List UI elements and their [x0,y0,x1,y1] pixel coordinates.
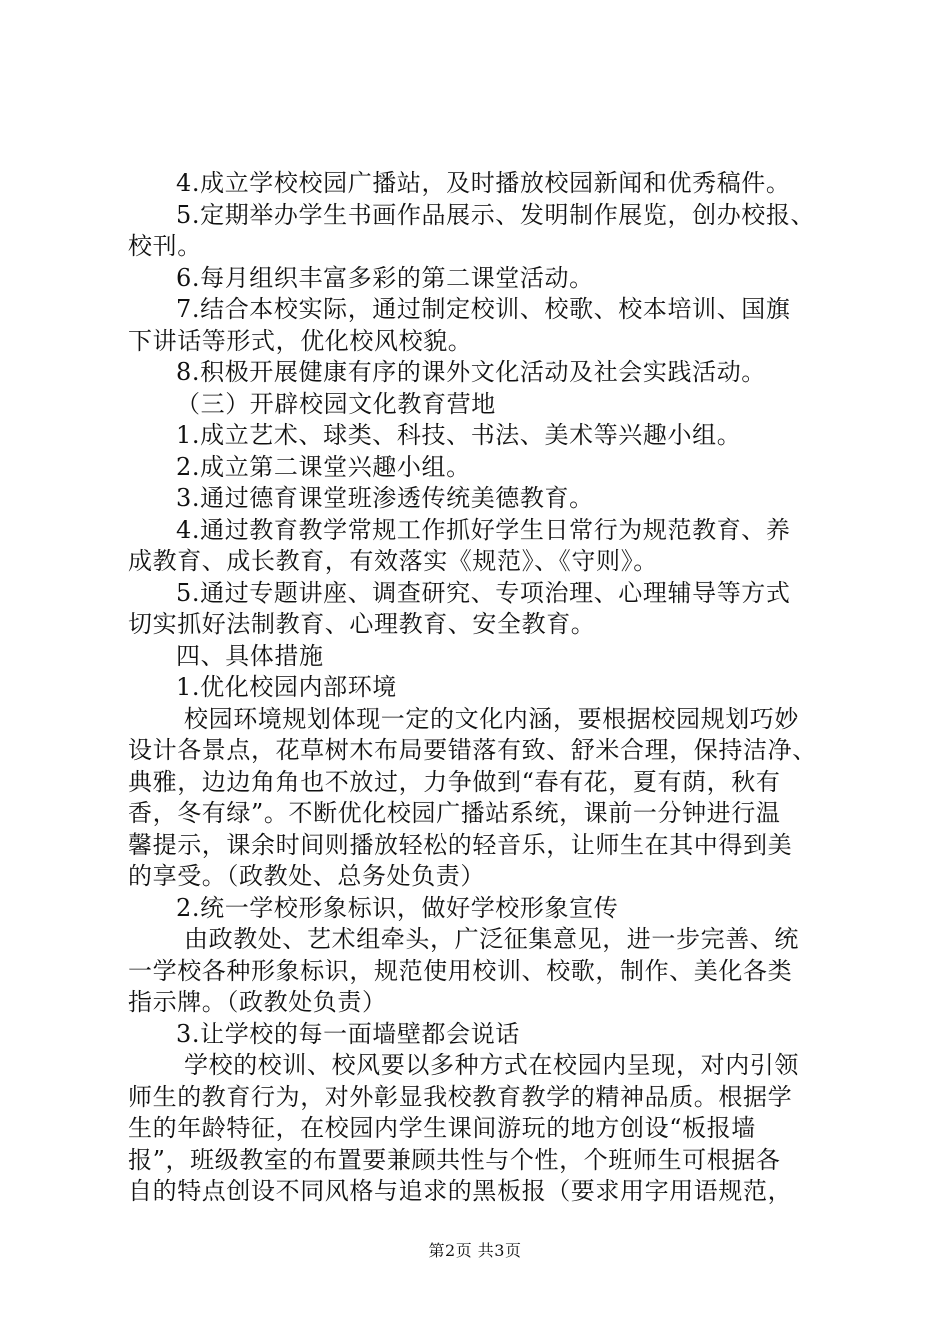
text-line: 一学校各种形象标识，规范使用校训、校歌，制作、美化各类 [128,956,793,985]
text-line: 4.成立学校校园广播站，及时播放校园新闻和优秀稿件。 [176,169,791,197]
text-line: 校园环境规划体现一定的文化内涵，要根据校园规划巧妙 [184,704,799,733]
text-line: 2.成立第二课堂兴趣小组。 [176,452,471,481]
text-line: 四、具体措施 [176,641,324,670]
text-line: 学校的校训、校风要以多种方式在校园内呈现，对内引领 [184,1051,799,1079]
text-line: 3.通过德育课堂班渗透传统美德教育。 [176,484,594,512]
text-line: 典雅，边边角角也不放过，力争做到“春有花，夏有荫，秋有 [128,767,781,796]
text-line: 6.每月组织丰富多彩的第二课堂活动。 [176,263,594,292]
document-body [128,168,834,1208]
text-line: 设计各景点，花草树木布局要错落有致、舒米合理，保持洁净、 [128,736,817,764]
text-line: 由政教处、艺术组牵头，广泛征集意见，进一步完善、统 [184,925,799,953]
text-line: 4.通过教育教学常规工作抓好学生日常行为规范教育、养 [176,515,791,544]
text-line: 5.定期举办学生书画作品展示、发明制作展览，创办校报、 [176,200,816,229]
text-line: 3.让学校的每一面墙壁都会说话 [176,1019,520,1048]
text-line: 5.通过专题讲座、调查研究、专项治理、心理辅导等方式 [176,578,791,607]
page-footer: 第2页 共3页 [428,1241,522,1260]
text-line: 8.积极开展健康有序的课外文化活动及社会实践活动。 [176,358,766,386]
text-line: 自的特点创设不同风格与追求的黑板报（要求用字用语规范， [128,1177,793,1205]
text-line: 香，冬有绿”。不断优化校园广播站系统，课前一分钟进行温 [128,799,781,827]
text-line: 师生的教育行为，对外彰显我校教育教学的精神品质。根据学 [128,1082,793,1111]
text-line: 1.优化校园内部环境 [176,673,397,701]
text-line: 7.结合本校实际，通过制定校训、校歌、校本培训、国旗 [176,295,791,323]
text-line: 的享受。（政教处、总务处负责） [128,862,485,890]
text-line: 报”，班级教室的布置要兼顾共性与个性，个班师生可根据各 [128,1145,781,1174]
text-line: 切实抓好法制教育、心理教育、安全教育。 [128,610,596,638]
text-line: 2.统一学校形象标识，做好学校形象宣传 [176,893,619,922]
text-line: 1.成立艺术、球类、科技、书法、美术等兴趣小组。 [176,421,742,449]
text-line: 校刊。 [128,232,202,260]
text-line: 生的年龄特征，在校园内学生课间游玩的地方创设“板报墙 [128,1114,756,1142]
text-line: 馨提示，课余时间则播放轻松的轻音乐，让师生在其中得到美 [128,830,793,859]
text-line: （三）开辟校园文化教育营地 [176,389,496,418]
text-line: 指示牌。（政教处负责） [128,988,387,1016]
text-line: 成教育、成长教育，有效落实《规范》、《守则》。 [128,547,658,575]
text-line: 下讲话等形式，优化校风校貌。 [128,326,473,355]
